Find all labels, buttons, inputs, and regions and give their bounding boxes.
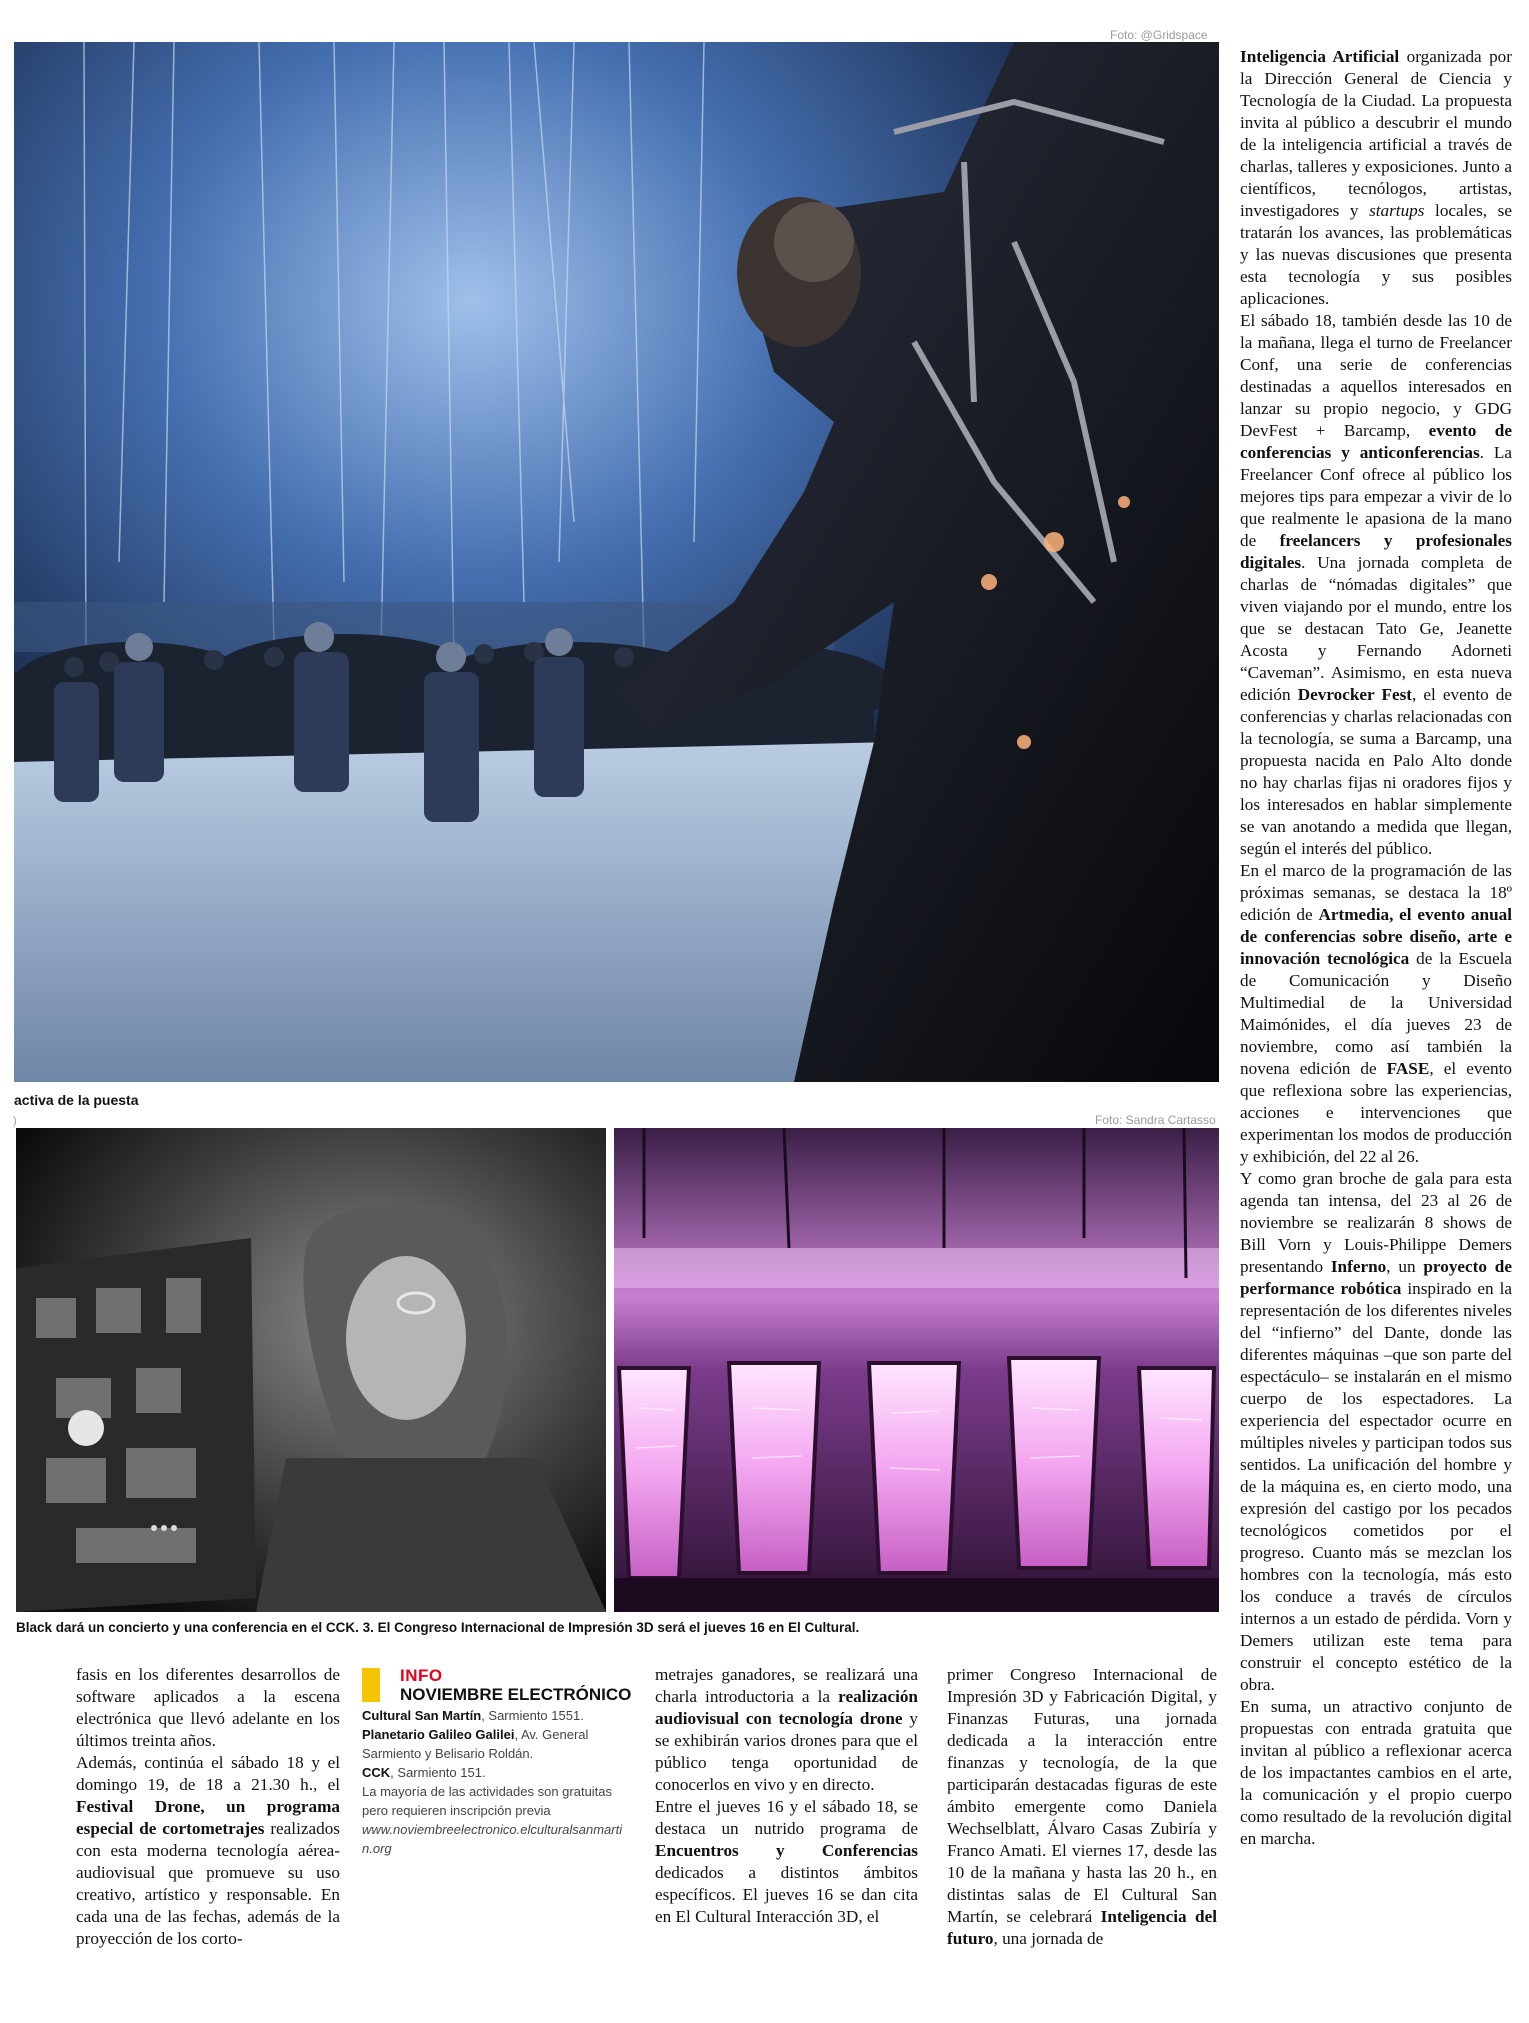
col1-paragraph-1: fasis en los diferentes desarrollos de software aplicados a la escena electrónica que llevó adelante en los últimos treinta años. bbox=[76, 1665, 340, 1750]
col4-paragraph-1: primer Congreso Internacional de Impresión 3D y Fabricación Digital, y Finanzas Futuras, una jornada dedicada a la interacción entre finanzas y tecnología, de la que participarán destacadas figuras de este ámbito emergente como Daniela Wechselblatt, Álvaro Casas Zubiría y Franco Amati. El viernes 17, desde las 10 de la mañana y hasta las 20 h., en distintas salas de El Cultural San Martín, se celebrará Inteligencia del futuro, una jornada de bbox=[947, 1665, 1217, 1948]
info-note: La mayoría de las actividades son gratuitas pero requieren inscripción previa bbox=[362, 1784, 613, 1818]
right-paragraph-5: En suma, un atractivo conjunto de propuestas con entrada gratuita que invitan al público a reflexionar acerca de los impactantes cambios en el arte, la comunicación y el propio cuerpo como resultado de la revolución digital en marcha. bbox=[1240, 1697, 1512, 1848]
col3-paragraph-1: metrajes ganadores, se realizará una charla introductoria a la realización audiovisual con tecnología drone y se exhibirán varios drones para que el público tenga oportunidad de conocerlos en vivo y en directo. bbox=[655, 1665, 918, 1794]
col1-paragraph-2: Además, continúa el sábado 18 y el domingo 19, de 18 a 21.30 h., el Festival Drone, un programa especial de cortometrajes realizados con esta moderna tecnología aérea-audiovisual que promueve su uso creativo, artístico y responsable. En cada una de las fechas, además de la proyección de los corto- bbox=[76, 1753, 340, 1948]
caption-fragment: ) bbox=[13, 1115, 17, 1127]
info-url[interactable]: www.noviembreelectronico.elculturalsanmartin.org bbox=[362, 1822, 623, 1856]
column-3 bbox=[655, 1664, 918, 1928]
info-venue-2: Planetario Galileo Galilei, Av. General Sarmiento y Belisario Roldán. bbox=[362, 1727, 589, 1761]
photo-caption-top: activa de la puesta bbox=[14, 1092, 139, 1108]
photo-musician-bw bbox=[16, 1128, 606, 1612]
info-label: INFO bbox=[400, 1666, 443, 1685]
col3-paragraph-2: Entre el jueves 16 y el sábado 18, se destaca un nutrido programa de Encuentros y Conferencias dedicados a distintos ámbitos específicos. El jueves 16 se dan cita en El Cultural Interacción 3D, el bbox=[655, 1797, 918, 1926]
info-venue-3: CCK, Sarmiento 151. bbox=[362, 1765, 486, 1780]
info-marker bbox=[362, 1668, 380, 1702]
info-venue-1: Cultural San Martín, Sarmiento 1551. bbox=[362, 1708, 584, 1723]
photo-light-installation bbox=[614, 1128, 1219, 1612]
right-paragraph-1: Inteligencia Artificial organizada por la Dirección General de Ciencia y Tecnología de la Ciudad. La propuesta invita al público a descubrir el mundo de la inteligencia artificial a través de charlas, talleres y exposiciones. Junto a científicos, tecnólogos, artistas, investigadores y startups locales, se tratarán los avances, las problemáticas y las nuevas discusiones que presenta esta tecnología y sus posibles aplicaciones. bbox=[1240, 47, 1512, 308]
right-paragraph-4: Y como gran broche de gala para esta agenda tan intensa, del 23 al 26 de noviembre se realizarán 8 shows de Bill Vorn y Louis-Philippe Demers presentando Inferno, un proyecto de performance robótica inspirado en la representación de los diferentes niveles del “infierno” del Dante, donde las diferentes máquinas –que son parte del espectáculo– se instalarán en el mismo cuerpo de los espectadores. La experiencia del espectador ocurre en múltiples niveles y participan todos sus sentidos. La unificación del hombre y de la máquina es, en cierto modo, una expresión del castigo por los pecados tecnológicos cometidos por el progreso. Cuanto más se mezclan los hombres con la tecnología, más esto los conduce a través de círculos internos a un estado de pérdida. Vorn y Demers utilizan este tema para construir el concepto estético de la obra. bbox=[1240, 1169, 1512, 1694]
info-box bbox=[362, 1666, 632, 1858]
photo-credit-top: Foto: @Gridspace bbox=[1110, 28, 1208, 42]
photo-caption-bottom: Black dará un concierto y una conferencia en el CCK. 3. El Congreso Internacional de Impresión 3D será el jueves 16 en El Cultural. bbox=[16, 1620, 860, 1635]
photo-credit-mid: Foto: Sandra Cartasso bbox=[1095, 1113, 1216, 1127]
right-paragraph-3: En el marco de la programación de las próximas semanas, se destaca la 18º edición de Artmedia, el evento anual de conferencias sobre diseño, arte e innovación tecnológica de la Escuela de Comunicación y Diseño Multimedial de la Universidad Maimónides, el día jueves 23 de noviembre, como así también la novena edición de FASE, el evento que reflexiona sobre las experiencias, acciones e intervenciones que experimentan los modos de producción y exhibición, del 22 al 26. bbox=[1240, 861, 1513, 1166]
info-title: NOVIEMBRE ELECTRÓNICO bbox=[400, 1685, 632, 1704]
right-paragraph-2: El sábado 18, también desde las 10 de la mañana, llega el turno de Freelancer Conf, una serie de conferencias destinadas a aquellos interesados en lanzar su propio negocio, y GDG DevFest + Barcamp, evento de conferencias y anticonferencias. La Freelancer Conf ofrece al público los mejores tips para empezar a vivir de lo que realmente le apasiona de la mano de freelancers y profesionales digitales. Una jornada completa de charlas de “nómadas digitales” que viven viajando por el mundo, entre los que se destacan Tato Ge, Jeanette Acosta y Fernando Adorneti “Caveman”. Asimismo, en esta nueva edición Devrocker Fest, el evento de conferencias y charlas relacionadas con la tecnología, se suma a Barcamp, una propuesta nacida en Palo Alto donde no hay charlas fijas ni oradores fijos y los interesados en hablar simplemente se van anotando a medida que llegan, según el interés del público. bbox=[1240, 311, 1512, 858]
column-1 bbox=[76, 1664, 340, 1950]
photo-robot-performance bbox=[14, 42, 1219, 1082]
right-column bbox=[1240, 46, 1512, 1850]
column-4 bbox=[947, 1664, 1217, 1950]
